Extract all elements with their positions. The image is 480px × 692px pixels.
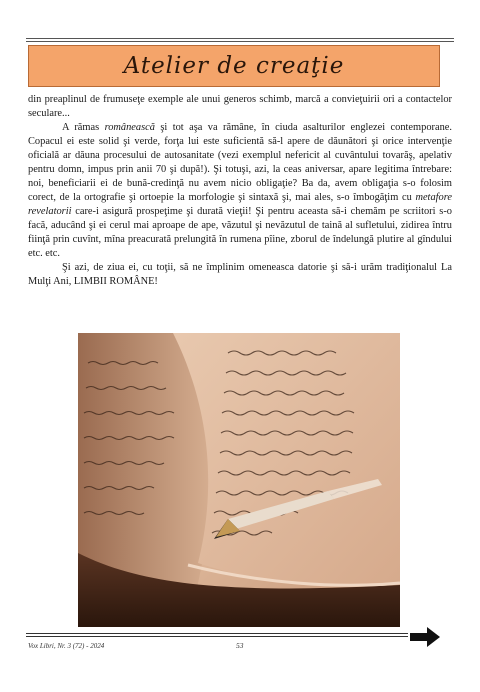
- header-rule-top: [26, 38, 454, 39]
- footer-rule-2: [26, 636, 408, 637]
- page-number: 53: [236, 641, 244, 650]
- section-banner: [28, 45, 440, 87]
- paragraph-2: [28, 121, 452, 261]
- article-body: [28, 93, 452, 289]
- paragraph-2-part-b: şi tot aşa va rămâne, în ciuda asalturilor englezei contemporane. Copacul ei este solid şi verde, forţa lui este suficientă să-l apere de dăunători şi orice intervenţie oficială ar dăuna procesului de autosanitate (vezi exemplul nefericit al cuvântului tovarăş, apelativ pentru domn, impus prin anii 70 şi după!). Şi totuşi, azi, la ceas aniversar, apare legitima întrebare: noi, beneficiarii ei de bună-credinţă nu avem nicio obligaţie? Ba da, avem obligaţia s-o folosim corect, de la ortografie şi ortoepie la morfologie şi sintaxă şi, mai ales, s-o îmbogăţim cu: [28, 122, 452, 203]
- section-title: Atelier de creaţie: [123, 53, 345, 79]
- paragraph-2-part-a: A rămas: [62, 122, 105, 133]
- footer-rule: [26, 633, 408, 634]
- emphasis-romaneasca: românească: [104, 122, 155, 133]
- paragraph-2-part-c: care-i asigură prospeţime şi durată vieţii! Şi pentru aceasta să-i chemăm pe scriitori s-o facă, aducând şi ei cerul mai aproape de ape, văzutul şi nevăzutul de taină al sufletului, zidirea întru fiinţă prin cuvînt, mîna preacurată prelungită în rumena pîine, zborul de îndelungă plutire al gîndului etc. etc.: [28, 206, 452, 259]
- header-rule-top-2: [26, 41, 454, 42]
- paragraph-1: din preaplinul de frumuseţe exemple ale unui generos schimb, marcă a convieţuirii ori a contactelor seculare...: [28, 94, 452, 119]
- next-page-arrow-icon[interactable]: [410, 627, 440, 647]
- book-pen-photo: [78, 333, 400, 627]
- emphasis-metafore: metafore revelatorii: [28, 192, 452, 217]
- journal-issue: Vox Libri, Nr. 3 (72) - 2024: [28, 642, 105, 650]
- paragraph-3: Şi azi, de ziua ei, cu toţii, să ne împlinim omeneasca datorie şi să-i urăm tradiţionalul La Mulţi Ani, LIMBII ROMÂNE!: [28, 262, 452, 287]
